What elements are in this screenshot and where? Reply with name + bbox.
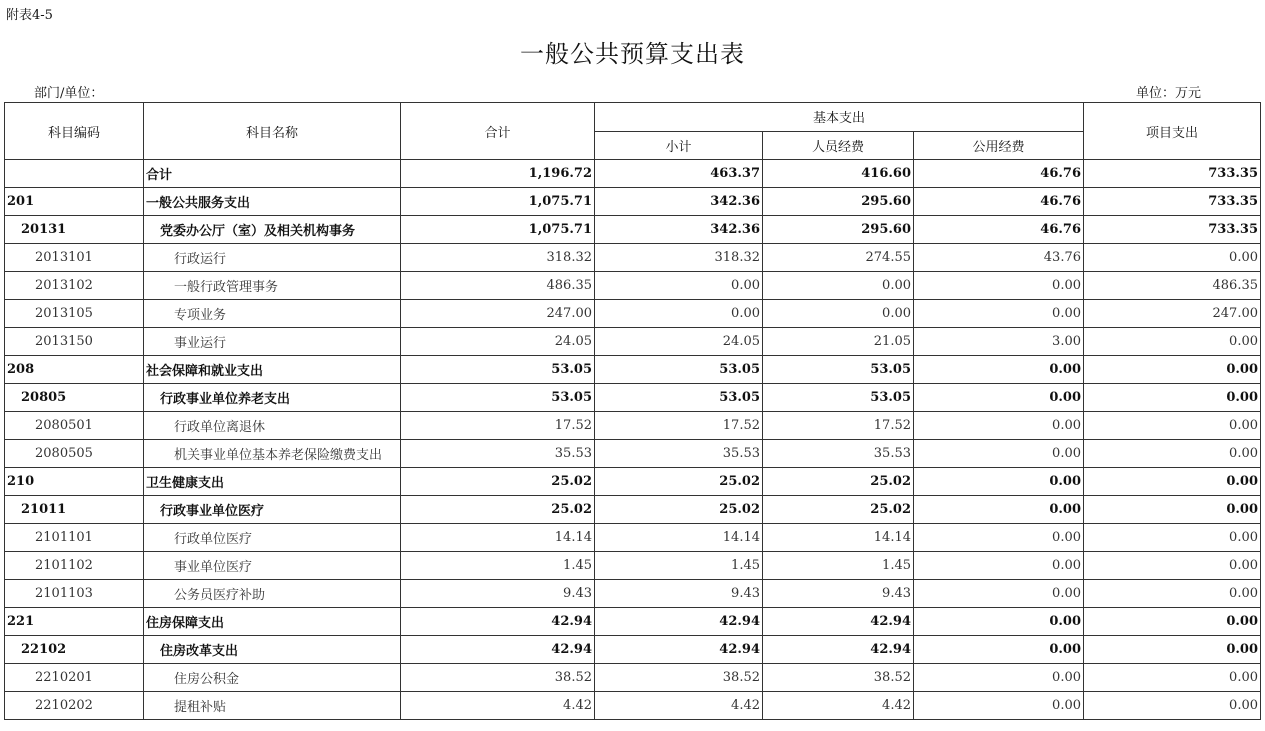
- cell-public: 0.00: [914, 552, 1084, 580]
- cell-public: 0.00: [914, 412, 1084, 440]
- cell-personnel: 25.02: [763, 496, 914, 524]
- cell-name: 事业运行: [144, 328, 401, 356]
- cell-total: 25.02: [401, 468, 595, 496]
- table-row: [5, 440, 1261, 468]
- cell-name: 一般行政管理事务: [144, 272, 401, 300]
- cell-code: 210: [5, 468, 144, 496]
- cell-total: 17.52: [401, 412, 595, 440]
- cell-personnel: 0.00: [763, 272, 914, 300]
- table-row: [5, 552, 1261, 580]
- table-row: [5, 636, 1261, 664]
- table-row: [5, 328, 1261, 356]
- header-public: 公用经费: [914, 131, 1084, 160]
- cell-total: 4.42: [401, 692, 595, 720]
- cell-project: 0.00: [1084, 636, 1261, 664]
- cell-total: 42.94: [401, 636, 595, 664]
- cell-subtotal: 0.00: [595, 272, 763, 300]
- header-code: 科目编码: [5, 103, 144, 160]
- cell-personnel: 0.00: [763, 300, 914, 328]
- cell-personnel: 4.42: [763, 692, 914, 720]
- cell-name: 卫生健康支出: [144, 468, 401, 496]
- cell-subtotal: 42.94: [595, 636, 763, 664]
- cell-name: 提租补贴: [144, 692, 401, 720]
- cell-total: 486.35: [401, 272, 595, 300]
- cell-public: 0.00: [914, 692, 1084, 720]
- cell-subtotal: 25.02: [595, 496, 763, 524]
- table-row: [5, 412, 1261, 440]
- cell-project: 0.00: [1084, 580, 1261, 608]
- cell-name: 合计: [144, 160, 401, 188]
- cell-project: 0.00: [1084, 356, 1261, 384]
- cell-public: 0.00: [914, 300, 1084, 328]
- cell-code: 2080505: [5, 440, 144, 468]
- cell-public: 0.00: [914, 272, 1084, 300]
- cell-public: 0.00: [914, 608, 1084, 636]
- cell-public: 43.76: [914, 244, 1084, 272]
- cell-code: 20131: [5, 216, 144, 244]
- cell-project: 0.00: [1084, 468, 1261, 496]
- cell-name: 行政单位离退休: [144, 412, 401, 440]
- cell-name: 行政事业单位医疗: [144, 496, 401, 524]
- header-total: 合计: [401, 103, 595, 160]
- table-note: 附表4-5: [6, 8, 53, 23]
- cell-project: 733.35: [1084, 216, 1261, 244]
- cell-subtotal: 42.94: [595, 608, 763, 636]
- cell-total: 1,075.71: [401, 216, 595, 244]
- cell-total: 25.02: [401, 496, 595, 524]
- cell-project: 733.35: [1084, 160, 1261, 188]
- cell-code: 201: [5, 188, 144, 216]
- cell-personnel: 42.94: [763, 636, 914, 664]
- cell-public: 0.00: [914, 636, 1084, 664]
- cell-subtotal: 1.45: [595, 552, 763, 580]
- header-personnel: 人员经费: [763, 131, 914, 160]
- header-name: 科目名称: [144, 103, 401, 160]
- cell-personnel: 53.05: [763, 356, 914, 384]
- cell-project: 0.00: [1084, 412, 1261, 440]
- cell-subtotal: 14.14: [595, 524, 763, 552]
- cell-name: 行政运行: [144, 244, 401, 272]
- cell-project: 0.00: [1084, 496, 1261, 524]
- cell-project: 733.35: [1084, 188, 1261, 216]
- cell-public: 0.00: [914, 356, 1084, 384]
- cell-name: 行政事业单位养老支出: [144, 384, 401, 412]
- cell-project: 0.00: [1084, 440, 1261, 468]
- cell-total: 42.94: [401, 608, 595, 636]
- table-row: [5, 160, 1261, 188]
- cell-personnel: 35.53: [763, 440, 914, 468]
- cell-personnel: 38.52: [763, 664, 914, 692]
- table-row: [5, 188, 1261, 216]
- cell-total: 14.14: [401, 524, 595, 552]
- cell-public: 3.00: [914, 328, 1084, 356]
- cell-subtotal: 53.05: [595, 384, 763, 412]
- cell-public: 46.76: [914, 160, 1084, 188]
- header-basic: 基本支出: [595, 103, 1084, 132]
- cell-subtotal: 35.53: [595, 440, 763, 468]
- cell-project: 0.00: [1084, 328, 1261, 356]
- cell-public: 46.76: [914, 188, 1084, 216]
- cell-project: 0.00: [1084, 244, 1261, 272]
- cell-project: 0.00: [1084, 692, 1261, 720]
- cell-code: 2101102: [5, 552, 144, 580]
- cell-project: 0.00: [1084, 664, 1261, 692]
- cell-public: 0.00: [914, 524, 1084, 552]
- cell-public: 0.00: [914, 468, 1084, 496]
- cell-public: 0.00: [914, 496, 1084, 524]
- table-row: [5, 300, 1261, 328]
- cell-code: [5, 160, 144, 188]
- table-body: [5, 160, 1261, 720]
- cell-name: 住房公积金: [144, 664, 401, 692]
- cell-name: 社会保障和就业支出: [144, 356, 401, 384]
- cell-code: 2080501: [5, 412, 144, 440]
- cell-total: 24.05: [401, 328, 595, 356]
- cell-project: 0.00: [1084, 384, 1261, 412]
- unit-label: 单位：万元: [1136, 86, 1202, 101]
- cell-subtotal: 53.05: [595, 356, 763, 384]
- cell-project: 247.00: [1084, 300, 1261, 328]
- cell-total: 247.00: [401, 300, 595, 328]
- table-row: [5, 664, 1261, 692]
- cell-personnel: 21.05: [763, 328, 914, 356]
- cell-subtotal: 24.05: [595, 328, 763, 356]
- cell-personnel: 416.60: [763, 160, 914, 188]
- table-row: [5, 608, 1261, 636]
- cell-total: 1,075.71: [401, 188, 595, 216]
- cell-public: 0.00: [914, 440, 1084, 468]
- cell-total: 38.52: [401, 664, 595, 692]
- cell-public: 0.00: [914, 580, 1084, 608]
- cell-project: 486.35: [1084, 272, 1261, 300]
- cell-code: 2013102: [5, 272, 144, 300]
- cell-code: 221: [5, 608, 144, 636]
- cell-code: 2101101: [5, 524, 144, 552]
- cell-personnel: 17.52: [763, 412, 914, 440]
- budget-table: [4, 102, 1261, 720]
- cell-name: 机关事业单位基本养老保险缴费支出: [144, 440, 401, 468]
- cell-personnel: 42.94: [763, 608, 914, 636]
- table-row: [5, 468, 1261, 496]
- cell-personnel: 14.14: [763, 524, 914, 552]
- cell-subtotal: 25.02: [595, 468, 763, 496]
- cell-public: 0.00: [914, 384, 1084, 412]
- cell-code: 2013150: [5, 328, 144, 356]
- cell-total: 9.43: [401, 580, 595, 608]
- cell-subtotal: 342.36: [595, 188, 763, 216]
- cell-project: 0.00: [1084, 552, 1261, 580]
- department-label: 部门/单位：: [34, 86, 104, 101]
- table-header: [5, 103, 1261, 160]
- table-row: [5, 216, 1261, 244]
- cell-name: 住房改革支出: [144, 636, 401, 664]
- cell-code: 20805: [5, 384, 144, 412]
- page-title: 一般公共预算支出表: [520, 40, 745, 68]
- cell-personnel: 295.60: [763, 188, 914, 216]
- cell-name: 事业单位医疗: [144, 552, 401, 580]
- cell-subtotal: 9.43: [595, 580, 763, 608]
- table-row: [5, 272, 1261, 300]
- table-row: [5, 356, 1261, 384]
- table-row: [5, 244, 1261, 272]
- cell-public: 0.00: [914, 664, 1084, 692]
- cell-code: 2210201: [5, 664, 144, 692]
- cell-subtotal: 342.36: [595, 216, 763, 244]
- header-subtotal: 小计: [595, 131, 763, 160]
- cell-total: 53.05: [401, 384, 595, 412]
- cell-public: 46.76: [914, 216, 1084, 244]
- cell-code: 22102: [5, 636, 144, 664]
- cell-total: 318.32: [401, 244, 595, 272]
- cell-total: 1.45: [401, 552, 595, 580]
- cell-subtotal: 4.42: [595, 692, 763, 720]
- cell-subtotal: 17.52: [595, 412, 763, 440]
- cell-code: 208: [5, 356, 144, 384]
- cell-subtotal: 38.52: [595, 664, 763, 692]
- cell-code: 2013101: [5, 244, 144, 272]
- cell-personnel: 274.55: [763, 244, 914, 272]
- cell-subtotal: 0.00: [595, 300, 763, 328]
- cell-project: 0.00: [1084, 608, 1261, 636]
- cell-code: 2013105: [5, 300, 144, 328]
- cell-project: 0.00: [1084, 524, 1261, 552]
- cell-personnel: 9.43: [763, 580, 914, 608]
- cell-subtotal: 318.32: [595, 244, 763, 272]
- cell-personnel: 1.45: [763, 552, 914, 580]
- cell-total: 1,196.72: [401, 160, 595, 188]
- table-row: [5, 580, 1261, 608]
- table-row: [5, 496, 1261, 524]
- cell-name: 一般公共服务支出: [144, 188, 401, 216]
- cell-code: 2101103: [5, 580, 144, 608]
- cell-name: 专项业务: [144, 300, 401, 328]
- cell-total: 35.53: [401, 440, 595, 468]
- cell-name: 住房保障支出: [144, 608, 401, 636]
- cell-name: 行政单位医疗: [144, 524, 401, 552]
- table-row: [5, 384, 1261, 412]
- cell-name: 党委办公厅（室）及相关机构事务: [144, 216, 401, 244]
- table-row: [5, 524, 1261, 552]
- cell-name: 公务员医疗补助: [144, 580, 401, 608]
- cell-subtotal: 463.37: [595, 160, 763, 188]
- cell-code: 2210202: [5, 692, 144, 720]
- cell-personnel: 295.60: [763, 216, 914, 244]
- cell-code: 21011: [5, 496, 144, 524]
- cell-personnel: 53.05: [763, 384, 914, 412]
- cell-total: 53.05: [401, 356, 595, 384]
- table-row: [5, 692, 1261, 720]
- header-project: 项目支出: [1084, 103, 1261, 160]
- cell-personnel: 25.02: [763, 468, 914, 496]
